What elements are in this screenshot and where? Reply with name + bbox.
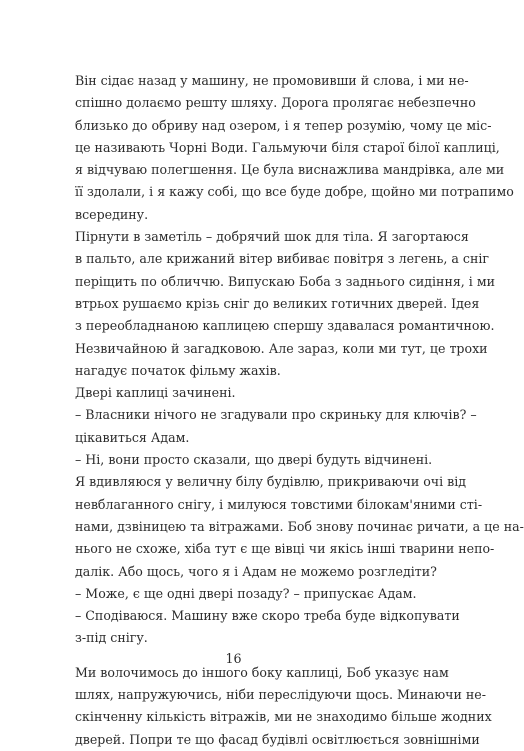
text-line: далік. Або щось, чого я і Адам не можемо розгледіти?	[75, 563, 437, 579]
paragraph	[60, 226, 496, 382]
paragraph	[60, 605, 460, 650]
text-line: Я вдивляюся у величну білу будівлю, прикриваючи очі від	[75, 474, 467, 490]
text-line: скінченну кількість вітражів, ми не знаходимо більше жодних	[75, 709, 492, 725]
paragraph	[60, 471, 524, 582]
paragraph	[60, 583, 417, 605]
text-line: всередину.	[75, 206, 149, 222]
text-line: нього не схоже, хіба тут є ще вівці чи якісь інші тварини непо-	[75, 541, 495, 557]
text-line: – Сподіваюся. Машину вже скоро треба буде відкопувати	[75, 608, 460, 624]
text-line: її здолали, і я кажу собі, що все буде добре, щойно ми потрапимо	[75, 184, 514, 200]
text-line: невблаганного снігу, і милуюся товстими білокам'яними сті-	[75, 496, 483, 512]
text-line: Двері каплиці зачинені.	[75, 385, 236, 401]
paragraph	[60, 382, 410, 404]
text-line: це називають Чорні Води. Гальмуючи біля старої білої каплиці,	[75, 139, 500, 155]
text-line: втрьох рушаємо крізь сніг до великих готичних дверей. Ідея	[75, 295, 480, 311]
paragraph	[60, 662, 492, 751]
text-line: шлях, напружуючись, ніби переслідуючи щось. Минаючи не-	[75, 687, 487, 703]
text-line: нагадує початок фільму жахів.	[75, 362, 281, 378]
paragraph	[60, 449, 433, 471]
text-line: дверей. Попри те що фасад будівлі освітлюється зовнішніми	[75, 731, 480, 747]
text-line: спішно долаємо решту шляху. Дорога пролягає небезпечно	[75, 95, 476, 111]
text-line: – Може, є ще одні двері позаду? – припускає Адам.	[75, 585, 417, 601]
text-line: Пірнути в заметіль – добрячий шок для тіла. Я загортаюся	[75, 229, 469, 245]
body-text	[60, 70, 524, 751]
text-line: з переобладнаною каплицею спершу здавалася романтичною.	[75, 318, 495, 334]
text-line: нами, дзвіницею та вітражами. Боб знову починає ричати, а це на-	[75, 518, 524, 534]
text-line: – Ні, вони просто сказали, що двері будуть відчинені.	[75, 452, 433, 468]
text-line: Незвичайною й загадковою. Але зараз, коли ми тут, це трохи	[75, 340, 488, 356]
text-line: Він сідає назад у машину, не промовивши й слова, і ми не-	[75, 73, 469, 88]
page-number: 16	[225, 651, 242, 666]
text-line: в пальто, але крижаний вітер вибиває повітря з легень, а сніг	[75, 251, 489, 267]
text-line: періщить по обличчю. Випускаю Боба з заднього сидіння, і ми	[75, 273, 496, 289]
text-line: з-під снігу.	[75, 630, 148, 646]
text-line: Ми волочимось до іншого боку каплиці, Боб указує нам	[75, 664, 449, 680]
text-line: – Власники нічого не згадували про скриньку для ключів? –	[75, 407, 477, 423]
text-line: близько до обриву над озером, і я тепер розумію, чому це міс-	[75, 117, 492, 133]
paragraph	[60, 404, 477, 449]
paragraph	[60, 70, 514, 226]
text-line: я відчуваю полегшення. Це була виснажлива мандрівка, але ми	[75, 162, 505, 178]
text-line: цікавиться Адам.	[75, 429, 190, 445]
